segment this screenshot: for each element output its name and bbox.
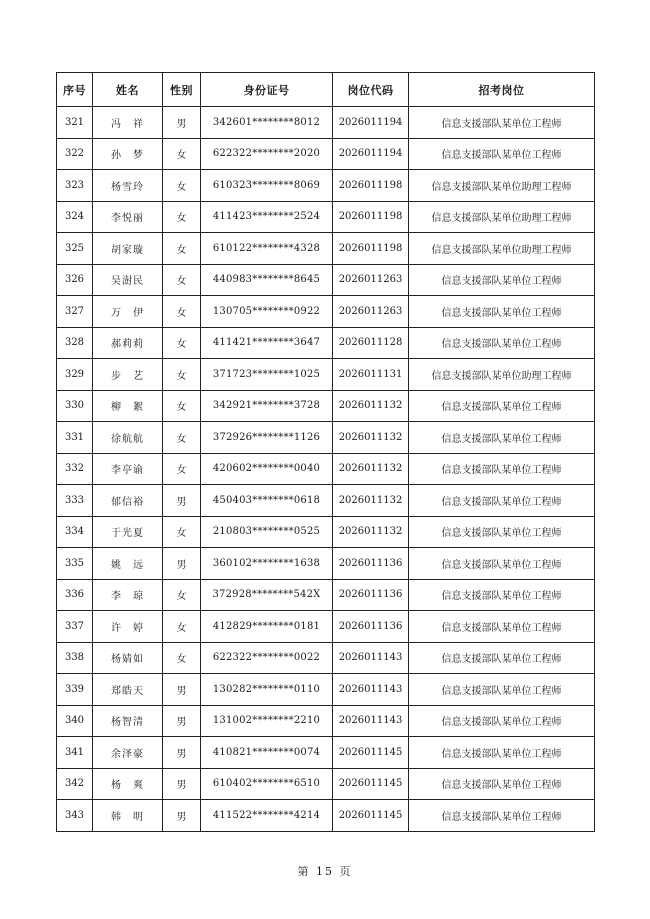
cell-name: 韩 明: [93, 800, 163, 832]
cell-gender: 男: [163, 548, 201, 580]
table-row: [57, 705, 595, 737]
cell-post-code: 2026011131: [333, 359, 409, 391]
cell-id-number: 622322********0022: [201, 642, 333, 674]
cell-recruit-post: 信息支援部队某单位助理工程师: [409, 170, 595, 202]
cell-post-code: 2026011132: [333, 485, 409, 517]
cell-recruit-post: 信息支援部队某单位工程师: [409, 107, 595, 139]
table-row: [57, 327, 595, 359]
cell-recruit-post: 信息支援部队某单位工程师: [409, 548, 595, 580]
table-row: [57, 800, 595, 832]
cell-recruit-post: 信息支援部队某单位助理工程师: [409, 233, 595, 265]
cell-serial: 322: [57, 138, 93, 170]
cell-serial: 339: [57, 674, 93, 706]
cell-id-number: 210803********0525: [201, 516, 333, 548]
cell-post-code: 2026011143: [333, 674, 409, 706]
cell-serial: 324: [57, 201, 93, 233]
cell-post-code: 2026011143: [333, 705, 409, 737]
cell-post-code: 2026011263: [333, 296, 409, 328]
cell-id-number: 622322********2020: [201, 138, 333, 170]
cell-post-code: 2026011145: [333, 737, 409, 769]
cell-post-code: 2026011143: [333, 642, 409, 674]
cell-name: 杨婧如: [93, 642, 163, 674]
cell-post-code: 2026011198: [333, 233, 409, 265]
roster-table: [56, 72, 595, 832]
cell-serial: 328: [57, 327, 93, 359]
cell-gender: 女: [163, 138, 201, 170]
cell-recruit-post: 信息支援部队某单位助理工程师: [409, 359, 595, 391]
cell-post-code: 2026011136: [333, 548, 409, 580]
table-row: [57, 201, 595, 233]
cell-recruit-post: 信息支援部队某单位工程师: [409, 485, 595, 517]
cell-post-code: 2026011194: [333, 138, 409, 170]
cell-recruit-post: 信息支援部队某单位工程师: [409, 327, 595, 359]
cell-name: 杨 爽: [93, 768, 163, 800]
cell-post-code: 2026011132: [333, 516, 409, 548]
cell-id-number: 410821********0074: [201, 737, 333, 769]
cell-name: 胡家璇: [93, 233, 163, 265]
cell-id-number: 411423********2524: [201, 201, 333, 233]
cell-gender: 女: [163, 233, 201, 265]
cell-serial: 331: [57, 422, 93, 454]
cell-post-code: 2026011198: [333, 201, 409, 233]
table-row: [57, 579, 595, 611]
cell-recruit-post: 信息支援部队某单位工程师: [409, 674, 595, 706]
cell-gender: 女: [163, 327, 201, 359]
cell-gender: 女: [163, 359, 201, 391]
table-row: [57, 548, 595, 580]
cell-name: 冯 祥: [93, 107, 163, 139]
table-row: [57, 296, 595, 328]
cell-name: 姚 远: [93, 548, 163, 580]
cell-serial: 338: [57, 642, 93, 674]
cell-id-number: 610122********4328: [201, 233, 333, 265]
header-name: 姓名: [93, 73, 163, 107]
cell-gender: 女: [163, 611, 201, 643]
table-row: [57, 359, 595, 391]
cell-name: 许 婷: [93, 611, 163, 643]
cell-post-code: 2026011132: [333, 422, 409, 454]
cell-recruit-post: 信息支援部队某单位工程师: [409, 516, 595, 548]
table-row: [57, 422, 595, 454]
cell-serial: 321: [57, 107, 93, 139]
cell-recruit-post: 信息支援部队某单位工程师: [409, 390, 595, 422]
cell-serial: 340: [57, 705, 93, 737]
cell-recruit-post: 信息支援部队某单位工程师: [409, 296, 595, 328]
cell-recruit-post: 信息支援部队某单位工程师: [409, 800, 595, 832]
cell-name: 李悦丽: [93, 201, 163, 233]
cell-serial: 332: [57, 453, 93, 485]
cell-serial: 325: [57, 233, 93, 265]
cell-serial: 323: [57, 170, 93, 202]
header-gender: 性别: [163, 73, 201, 107]
cell-name: 吴澍民: [93, 264, 163, 296]
table-row: [57, 611, 595, 643]
cell-name: 余泽豪: [93, 737, 163, 769]
cell-serial: 334: [57, 516, 93, 548]
cell-id-number: 440983********8645: [201, 264, 333, 296]
header-recruit-post: 招考岗位: [409, 73, 595, 107]
table-row: [57, 737, 595, 769]
cell-name: 杨雪玲: [93, 170, 163, 202]
cell-post-code: 2026011132: [333, 453, 409, 485]
cell-gender: 女: [163, 296, 201, 328]
cell-recruit-post: 信息支援部队某单位工程师: [409, 611, 595, 643]
cell-post-code: 2026011128: [333, 327, 409, 359]
table-row: [57, 516, 595, 548]
cell-gender: 女: [163, 170, 201, 202]
table-row: [57, 107, 595, 139]
cell-gender: 女: [163, 516, 201, 548]
cell-name: 李亭谕: [93, 453, 163, 485]
cell-serial: 333: [57, 485, 93, 517]
cell-gender: 男: [163, 705, 201, 737]
cell-post-code: 2026011194: [333, 107, 409, 139]
cell-serial: 329: [57, 359, 93, 391]
cell-gender: 女: [163, 201, 201, 233]
cell-gender: 男: [163, 485, 201, 517]
table-row: [57, 453, 595, 485]
roster-sheet: [56, 72, 594, 832]
cell-gender: 女: [163, 390, 201, 422]
cell-id-number: 342601********8012: [201, 107, 333, 139]
page-number: 第 15 页: [297, 865, 353, 878]
header-id-number: 身份证号: [201, 73, 333, 107]
cell-post-code: 2026011132: [333, 390, 409, 422]
cell-name: 步 艺: [93, 359, 163, 391]
cell-gender: 男: [163, 674, 201, 706]
table-row: [57, 170, 595, 202]
cell-name: 于光夏: [93, 516, 163, 548]
cell-serial: 342: [57, 768, 93, 800]
cell-recruit-post: 信息支援部队某单位工程师: [409, 737, 595, 769]
cell-id-number: 360102********1638: [201, 548, 333, 580]
cell-name: 孙 梦: [93, 138, 163, 170]
cell-name: 郁信裕: [93, 485, 163, 517]
cell-id-number: 610402********6510: [201, 768, 333, 800]
cell-id-number: 411522********4214: [201, 800, 333, 832]
cell-serial: 343: [57, 800, 93, 832]
cell-name: 杨智清: [93, 705, 163, 737]
table-row: [57, 390, 595, 422]
cell-gender: 男: [163, 800, 201, 832]
cell-id-number: 130282********0110: [201, 674, 333, 706]
table-row: [57, 264, 595, 296]
table-row: [57, 674, 595, 706]
cell-recruit-post: 信息支援部队某单位工程师: [409, 138, 595, 170]
cell-post-code: 2026011145: [333, 800, 409, 832]
cell-recruit-post: 信息支援部队某单位工程师: [409, 422, 595, 454]
header-post-code: 岗位代码: [333, 73, 409, 107]
cell-post-code: 2026011136: [333, 579, 409, 611]
header-serial: 序号: [57, 73, 93, 107]
table-row: [57, 138, 595, 170]
cell-id-number: 610323********8069: [201, 170, 333, 202]
cell-gender: 女: [163, 453, 201, 485]
cell-gender: 男: [163, 737, 201, 769]
table-row: [57, 768, 595, 800]
cell-id-number: 411421********3647: [201, 327, 333, 359]
cell-recruit-post: 信息支援部队某单位助理工程师: [409, 201, 595, 233]
table-row: [57, 233, 595, 265]
table-header-row: [57, 73, 595, 107]
cell-gender: 女: [163, 579, 201, 611]
cell-id-number: 131002********2210: [201, 705, 333, 737]
cell-serial: 336: [57, 579, 93, 611]
cell-recruit-post: 信息支援部队某单位工程师: [409, 705, 595, 737]
cell-gender: 女: [163, 642, 201, 674]
cell-post-code: 2026011136: [333, 611, 409, 643]
roster-body: [57, 107, 595, 832]
cell-name: 郑皓天: [93, 674, 163, 706]
cell-serial: 337: [57, 611, 93, 643]
cell-gender: 男: [163, 768, 201, 800]
cell-gender: 女: [163, 264, 201, 296]
cell-post-code: 2026011145: [333, 768, 409, 800]
cell-name: 郝莉莉: [93, 327, 163, 359]
cell-id-number: 371723********1025: [201, 359, 333, 391]
cell-id-number: 420602********0040: [201, 453, 333, 485]
table-row: [57, 642, 595, 674]
cell-name: 李 琼: [93, 579, 163, 611]
cell-recruit-post: 信息支援部队某单位工程师: [409, 642, 595, 674]
cell-id-number: 372928********542X: [201, 579, 333, 611]
cell-recruit-post: 信息支援部队某单位工程师: [409, 264, 595, 296]
cell-name: 柳 絮: [93, 390, 163, 422]
cell-serial: 326: [57, 264, 93, 296]
cell-gender: 女: [163, 422, 201, 454]
cell-name: 徐航航: [93, 422, 163, 454]
cell-recruit-post: 信息支援部队某单位工程师: [409, 453, 595, 485]
cell-name: 万 伊: [93, 296, 163, 328]
cell-serial: 335: [57, 548, 93, 580]
cell-serial: 327: [57, 296, 93, 328]
cell-id-number: 130705********0922: [201, 296, 333, 328]
cell-id-number: 342921********3728: [201, 390, 333, 422]
cell-gender: 男: [163, 107, 201, 139]
cell-id-number: 450403********0618: [201, 485, 333, 517]
cell-id-number: 412829********0181: [201, 611, 333, 643]
cell-recruit-post: 信息支援部队某单位工程师: [409, 768, 595, 800]
table-row: [57, 485, 595, 517]
cell-serial: 341: [57, 737, 93, 769]
cell-id-number: 372926********1126: [201, 422, 333, 454]
cell-post-code: 2026011263: [333, 264, 409, 296]
cell-recruit-post: 信息支援部队某单位工程师: [409, 579, 595, 611]
cell-serial: 330: [57, 390, 93, 422]
cell-post-code: 2026011198: [333, 170, 409, 202]
